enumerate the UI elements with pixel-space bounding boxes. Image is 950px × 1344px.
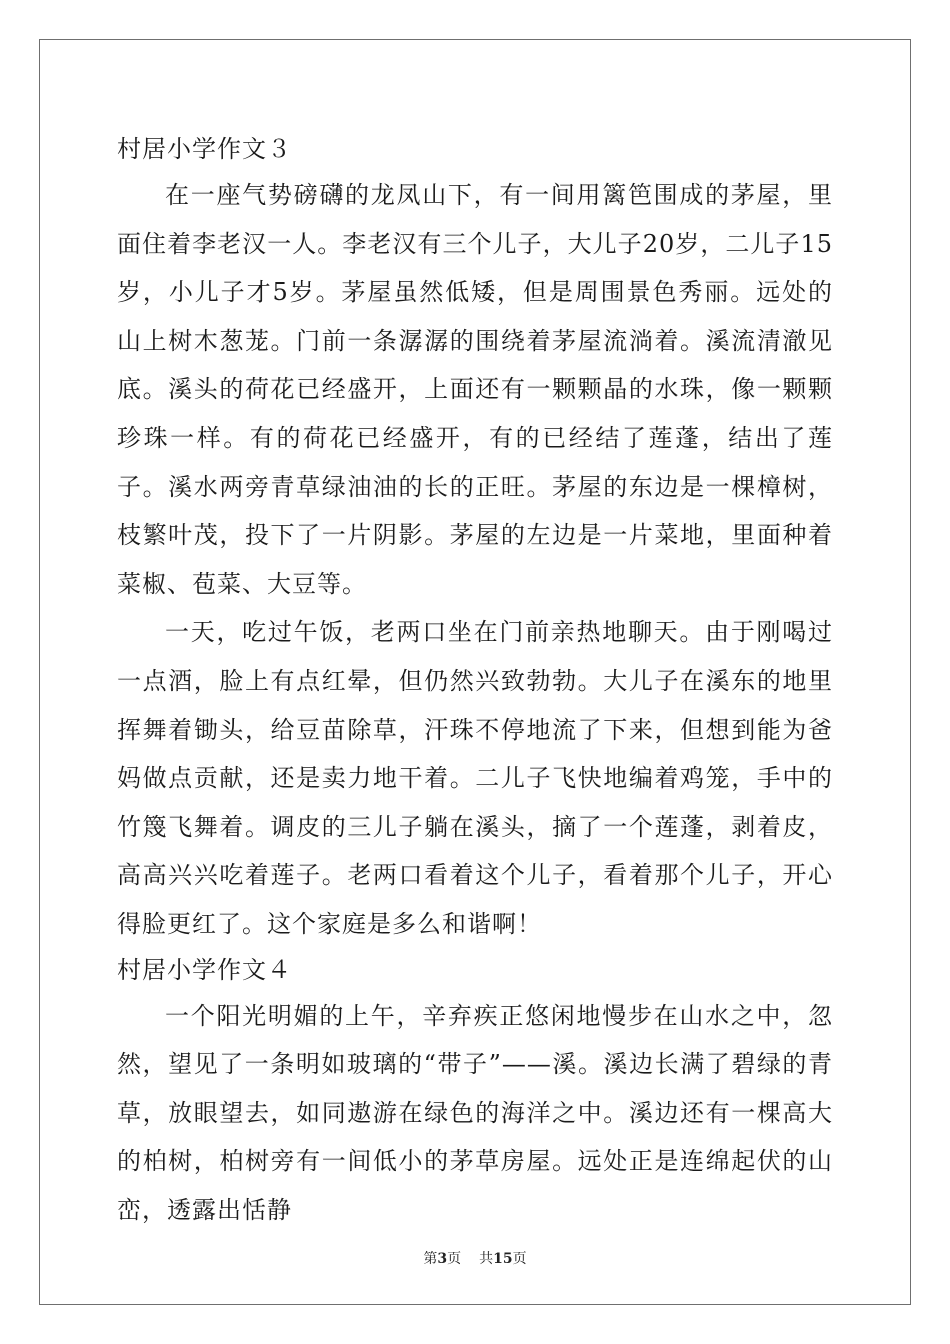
section-title: 村居小学作文４ [117,955,292,984]
page-footer [0,1250,950,1268]
page-unit: 页 [447,1251,462,1267]
paragraph: 一个阳光明媚的上午，辛弃疾正悠闲地慢步在山水之中，忽然，望见了一条明如玻璃的“带子”——溪。溪边长满了碧绿的青草，放眼望去，如同遨游在绿色的海洋之中。溪边还有一棵高大的柏树，柏树旁有一间低小的茅草房屋。远处正是连绵起伏的山峦，透露出恬静 [117,1001,833,1224]
total-prefix: 共 [479,1251,494,1267]
paragraph: 在一座气势磅礴的龙凤山下，有一间用篱笆围成的茅屋，里面住着李老汉一人。李老汉有三个儿子，大儿子20岁，二儿子15岁，小儿子才5岁。茅屋虽然低矮，但是周围景色秀丽。远处的山上树木葱茏。门前一条潺潺的围绕着茅屋流淌着。溪流清澈见底。溪头的荷花已经盛开，上面还有一颗颗晶的水珠，像一颗颗珍珠一样。有的荷花已经盛开，有的已经结了莲蓬，结出了莲子。溪水两旁青草绿油油的长的正旺。茅屋的东边是一棵樟树，枝繁叶茂，投下了一片阴影。茅屋的左边是一片菜地，里面种着菜椒、苞菜、大豆等。 [117,181,833,598]
section-title: 村居小学作文３ [117,135,292,163]
page-number: 3 [437,1251,448,1267]
paragraph: 一天，吃过午饭，老两口坐在门前亲热地聊天。由于刚喝过一点酒，脸上有点红晕，但仍然兴致勃勃。大儿子在溪东的地里挥舞着锄头，给豆苗除草，汗珠不停地流了下来，但想到能为爸妈做点贡献，还是卖力地干着。二儿子飞快地编着鸡笼，手中的竹篾飞舞着。调皮的三儿子躺在溪头，摘了一个莲蓬，剥着皮，高高兴兴吃着莲子。老两口看着这个儿子，看着那个儿子，开心得脸更红了。这个家庭是多么和谐啊！ [117,618,833,938]
page-total: 15 [493,1251,513,1267]
document-body [117,128,833,1234]
total-unit: 页 [512,1251,527,1267]
page-prefix: 第 [423,1251,438,1267]
